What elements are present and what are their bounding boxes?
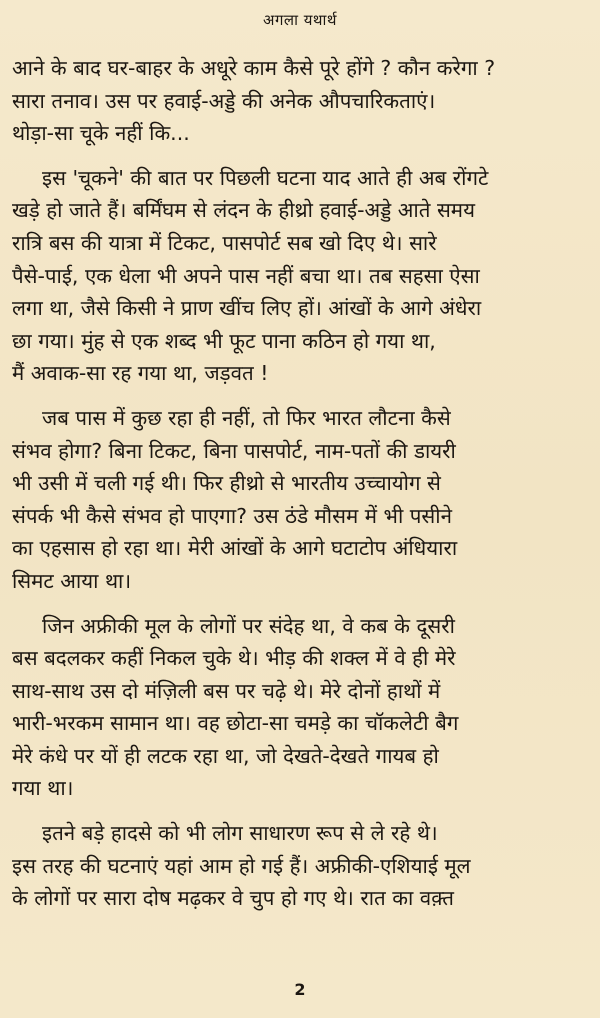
- paragraph: [12, 402, 588, 598]
- text-line: छा गया। मुंह से एक शब्द भी फूट पाना कठिन हो गया था,: [12, 328, 436, 353]
- paragraph: [12, 610, 588, 806]
- text-line: मेरे कंधे पर यों ही लटक रहा था, जो देखते-देखते गायब हो: [12, 743, 439, 768]
- paragraph: [12, 52, 588, 150]
- text-line: जब पास में कुछ रहा ही नहीं, तो फिर भारत लौटना कैसे: [42, 405, 451, 430]
- running-head: अगला यथार्थ: [263, 11, 337, 29]
- paragraph: [12, 817, 588, 915]
- text-line: मैं अवाक-सा रह गया था, जड़वत !: [12, 361, 269, 386]
- page-number: 2: [294, 980, 306, 999]
- text-line: थोड़ा-सा चूके नहीं कि...: [12, 121, 190, 146]
- text-line: भी उसी में चली गई थी। फिर हीथ्रो से भारतीय उच्चायोग से: [12, 471, 441, 496]
- text-line: भारी-भरकम सामान था। वह छोटा-सा चमड़े का चॉकलेटी बैग: [12, 711, 459, 736]
- text-line: रात्रि बस की यात्रा में टिकट, पासपोर्ट सब खो दिए थे। सारे: [12, 230, 437, 255]
- text-line: इस 'चूकने' की बात पर पिछली घटना याद आते ही अब रोंगटे: [42, 165, 489, 190]
- text-line: पैसे-पाई, एक धेला भी अपने पास नहीं बचा था। तब सहसा ऐसा: [12, 263, 480, 288]
- text-line: लगा था, जैसे किसी ने प्राण खींच लिए हों। आंखों के आगे अंधेरा: [12, 296, 482, 321]
- text-line: का एहसास हो रहा था। मेरी आंखों के आगे घटाटोप अंधियारा: [12, 536, 458, 561]
- text-line: जिन अफ्रीकी मूल के लोगों पर संदेह था, वे कब के दूसरी: [42, 613, 455, 638]
- paragraph: [12, 162, 588, 390]
- text-line: खड़े हो जाते हैं। बर्मिंघम से लंदन के हीथ्रो हवाई-अड्डे आते समय: [12, 198, 475, 223]
- text-line: के लोगों पर सारा दोष मढ़कर वे चुप हो गए थे। रात का वक़्त: [12, 886, 454, 911]
- text-line: सारा तनाव। उस पर हवाई-अड्डे की अनेक औपचारिकताएं।: [12, 88, 436, 113]
- text-line: इस तरह की घटनाएं यहां आम हो गई हैं। अफ्रीकी-एशियाई मूल: [12, 853, 471, 878]
- text-line: बस बदलकर कहीं निकल चुके थे। भीड़ की शक्ल में वे ही मेरे: [12, 646, 456, 671]
- text-line: संपर्क भी कैसे संभव हो पाएगा? उस ठंडे मौसम में भी पसीने: [12, 503, 452, 528]
- text-line: साथ-साथ उस दो मंज़िली बस पर चढ़े थे। मेरे दोनों हाथों में: [12, 678, 441, 703]
- text-line: गया था।: [12, 776, 74, 801]
- text-line: आने के बाद घर-बाहर के अधूरे काम कैसे पूरे होंगे ? कौन करेगा ?: [12, 56, 496, 80]
- text-line: सिमट आया था।: [12, 568, 132, 593]
- body-text: [12, 52, 588, 915]
- text-line: संभव होगा? बिना टिकट, बिना पासपोर्ट, नाम-पतों की डायरी: [12, 438, 456, 463]
- text-line: इतने बड़े हादसे को भी लोग साधारण रूप से ले रहे थे।: [42, 821, 438, 846]
